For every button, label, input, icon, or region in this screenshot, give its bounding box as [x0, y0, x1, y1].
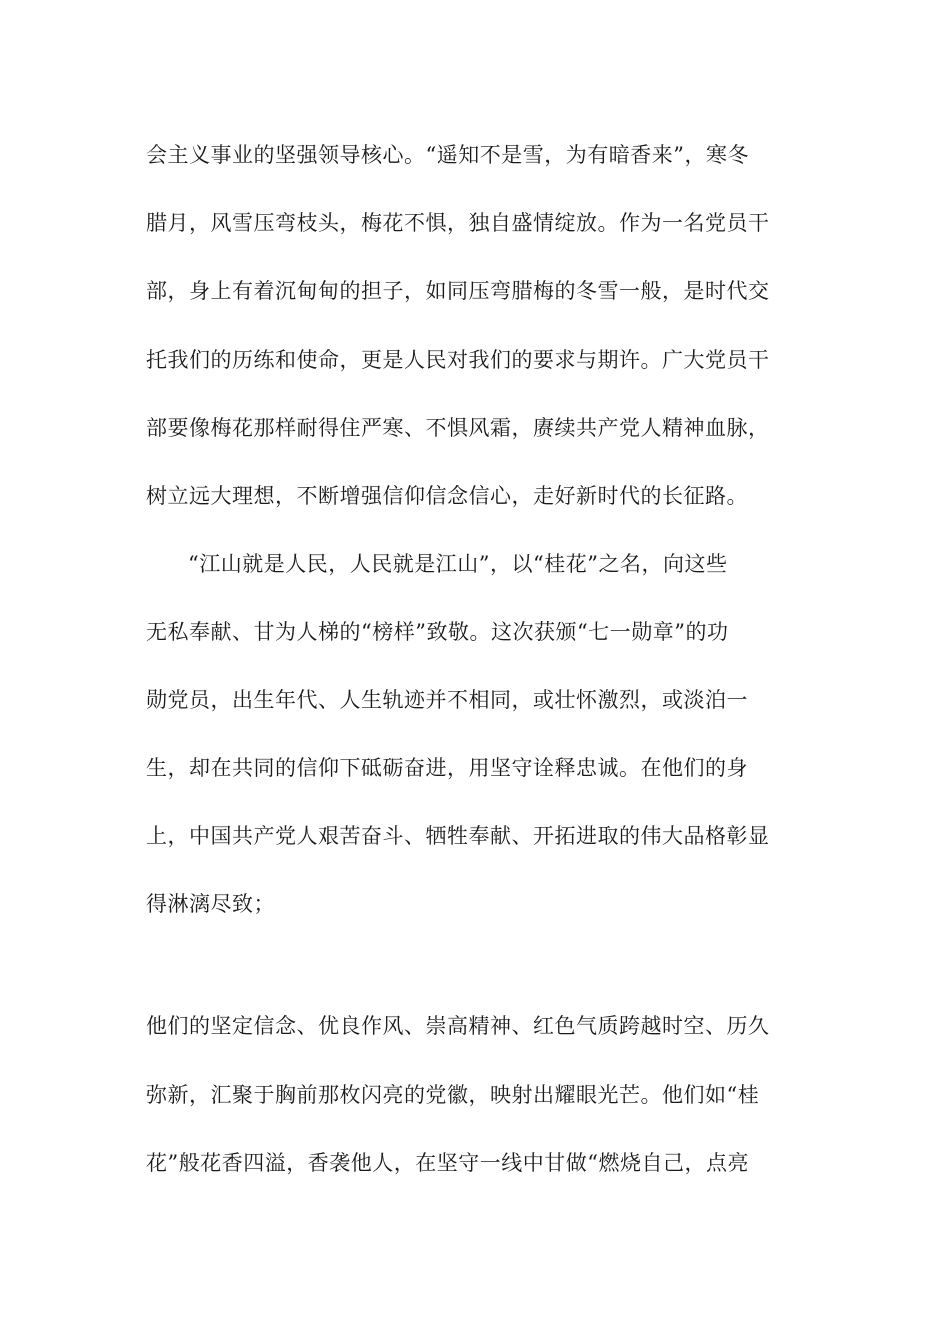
paragraph-2-line-3: 勋党员，出生年代、人生轨迹并不相同，或壮怀激烈，或淡泊一: [146, 688, 748, 712]
paragraph-3-line-3: 花”般花香四溢，香袭他人，在坚守一线中甘做“燃烧自己，点亮: [146, 1151, 749, 1175]
paragraph-1-line-2: 腊月，风雪压弯枝头，梅花不惧，独自盛情绽放。作为一名党员干: [146, 211, 770, 235]
paragraph-2-line-2: 无私奉献、甘为人梯的“榜样”致敬。这次获颁“七一勋章”的功: [146, 620, 729, 644]
paragraph-3-line-2: 弥新，汇聚于胸前那枚闪亮的党徽，映射出耀眼光芒。他们如“桂: [146, 1083, 760, 1107]
paragraph-2-line-6: 得淋漓尽致；: [146, 892, 275, 916]
paragraph-1-line-6: 树立远大理想，不断增强信仰信念信心，走好新时代的长征路。: [146, 484, 748, 508]
paragraph-1-line-5: 部要像梅花那样耐得住严寒、不惧风霜，赓续共产党人精神血脉，: [146, 416, 770, 440]
paragraph-1-line-1: 会主义事业的坚强领导核心。“遥知不是雪，为有暗香来”，寒冬: [146, 143, 749, 167]
paragraph-1-line-4: 托我们的历练和使命，更是人民对我们的要求与期许。广大党员干: [146, 348, 770, 372]
paragraph-2-line-5: 上，中国共产党人艰苦奋斗、牺牲奉献、开拓进取的伟大品格彰显: [146, 824, 770, 848]
paragraph-2-line-4: 生，却在共同的信仰下砥砺奋进，用坚守诠释忠诚。在他们的身: [146, 756, 748, 780]
paragraph-2-line-1: “江山就是人民，人民就是江山”，以“桂花”之名，向这些: [188, 552, 728, 576]
paragraph-1-line-3: 部，身上有着沉甸甸的担子，如同压弯腊梅的冬雪一般，是时代交: [146, 279, 770, 303]
paragraph-3-line-1: 他们的坚定信念、优良作风、崇高精神、红色气质跨越时空、历久: [146, 1014, 770, 1038]
